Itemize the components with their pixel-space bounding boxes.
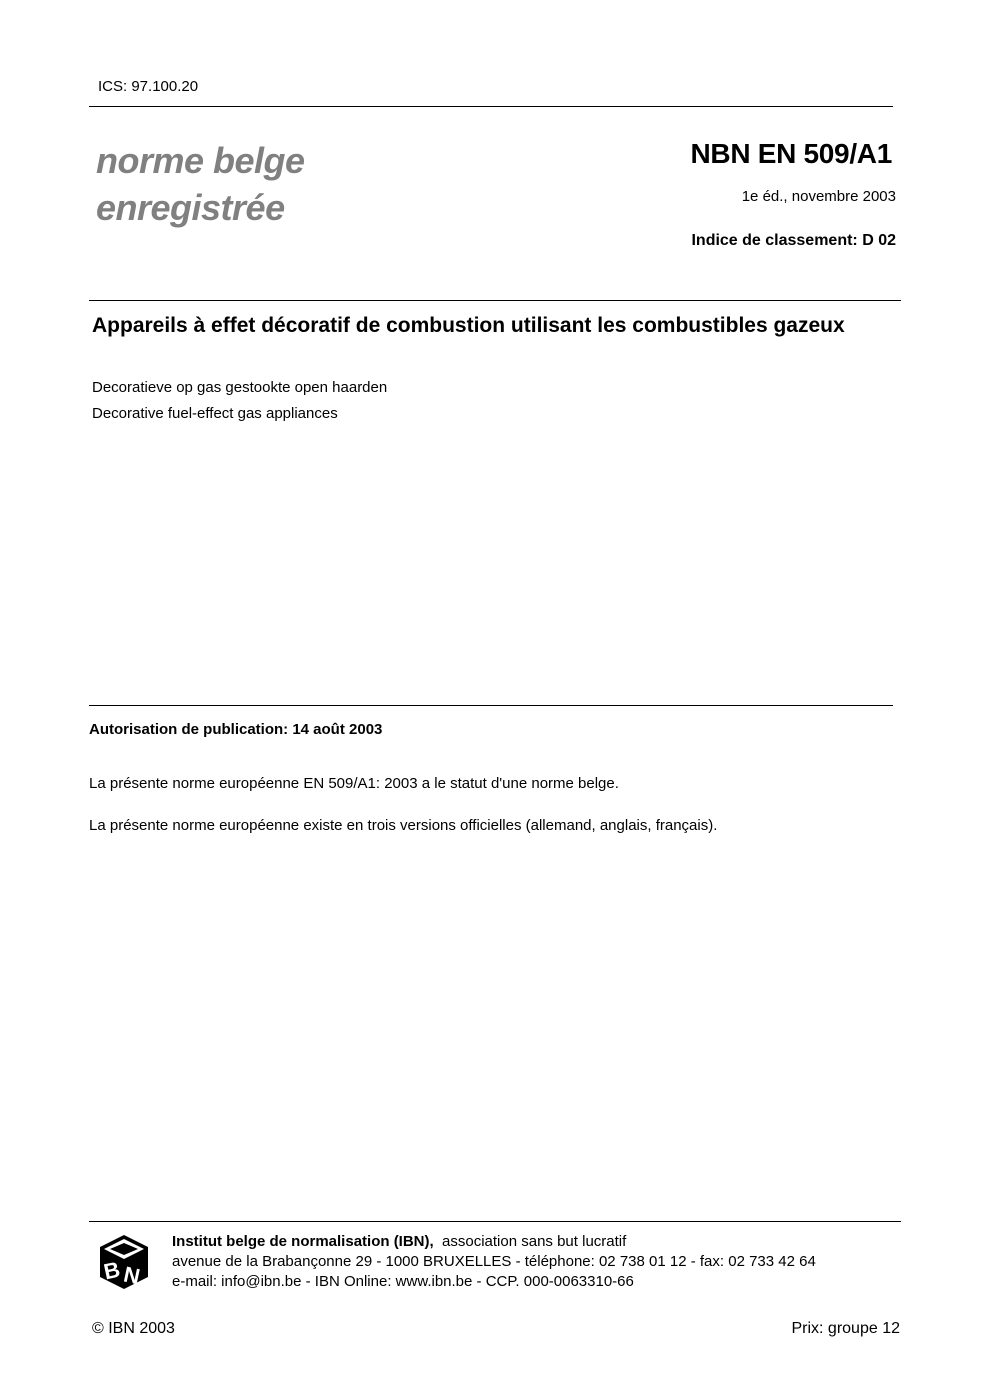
- document-title: Appareils à effet décoratif de combustion utilisant les combustibles gazeux: [92, 314, 845, 337]
- standard-number: NBN EN 509/A1: [690, 138, 892, 169]
- institute-name: Institut belge de normalisation (IBN),: [172, 1233, 434, 1250]
- title-divider: [89, 300, 901, 301]
- top-divider: [89, 106, 893, 107]
- institute-contact-block: [172, 1232, 816, 1292]
- body-divider: [89, 705, 893, 706]
- copyright: © IBN 2003: [92, 1320, 175, 1337]
- registered-standard-label: [96, 137, 305, 231]
- ics-code: ICS: 97.100.20: [98, 78, 199, 95]
- versions-paragraph: La présente norme européenne existe en trois versions officielles (allemand, anglais, français).: [89, 817, 718, 834]
- institute-line: [172, 1232, 816, 1252]
- footer-divider: [89, 1221, 901, 1222]
- institute-contact: e-mail: info@ibn.be - IBN Online: www.ibn.be - CCP. 000-0063310-66: [172, 1273, 634, 1290]
- publication-authorization: Autorisation de publication: 14 août 2003: [89, 721, 383, 738]
- institute-address: avenue de la Brabançonne 29 - 1000 BRUXELLES - téléphone: 02 738 01 12 - fax: 02 733 42 64: [172, 1253, 816, 1270]
- status-paragraph: La présente norme européenne EN 509/A1: 2003 a le statut d'une norme belge.: [89, 775, 619, 792]
- svg-text:N: N: [121, 1261, 143, 1290]
- edition-info: 1e éd., novembre 2003: [741, 188, 896, 205]
- ibn-logo-icon: [98, 1233, 150, 1291]
- label-line-1: norme belge: [96, 140, 305, 181]
- dutch-title: Decoratieve op gas gestookte open haarden: [92, 379, 388, 396]
- svg-text:B: B: [101, 1256, 123, 1285]
- classification-index: Indice de classement: D 02: [691, 232, 896, 249]
- institute-description: association sans but lucratif: [442, 1233, 627, 1250]
- label-line-2: enregistrée: [96, 187, 285, 228]
- price-group: Prix: groupe 12: [791, 1320, 900, 1337]
- english-title: Decorative fuel-effect gas appliances: [92, 405, 338, 422]
